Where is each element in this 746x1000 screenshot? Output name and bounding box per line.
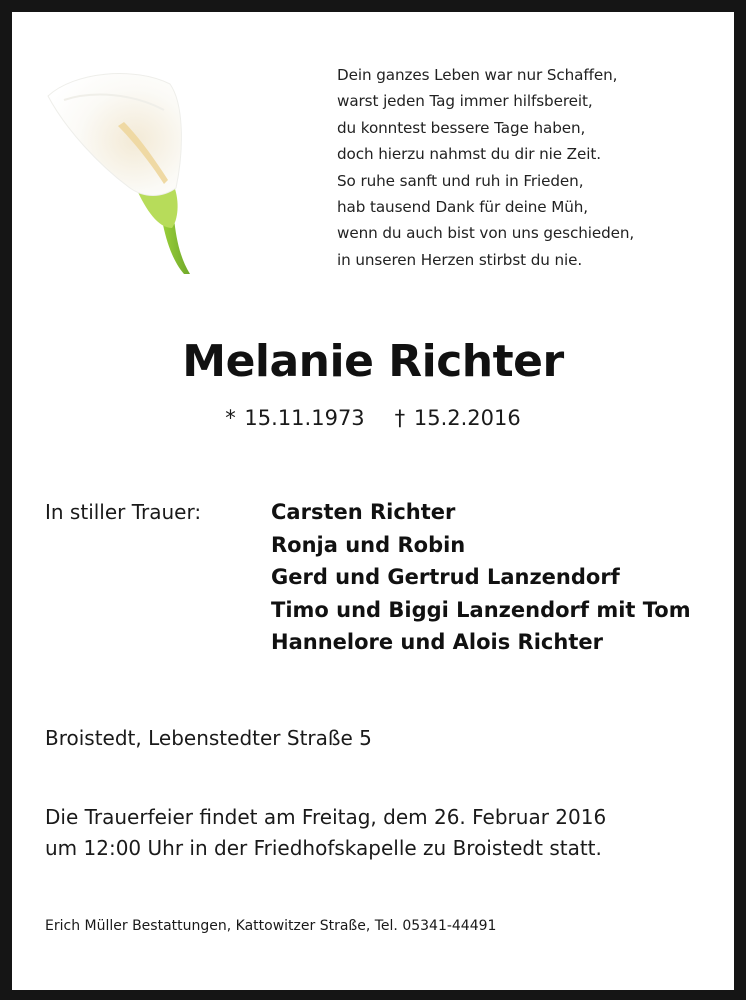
birth-date: * 15.11.1973 [225,406,365,430]
mourner-name: Gerd und Gertrud Lanzendorf [271,565,620,590]
death-date: † 15.2.2016 [394,406,521,430]
family-address: Broistedt, Lebenstedter Straße 5 [45,726,372,750]
poem-line: doch hierzu nahmst du dir nie Zeit. [337,145,601,164]
poem-line: du konntest bessere Tage haben, [337,118,586,137]
poem-line: wenn du auch bist von uns geschieden, [337,224,635,243]
poem-line: hab tausend Dank für deine Müh, [337,198,589,217]
poem [337,62,667,273]
calla-lily-icon [44,70,194,276]
poem-line: Dein ganzes Leben war nur Schaffen, [337,66,618,84]
mourner-name: Carsten Richter [271,500,456,524]
ceremony-line: Die Trauerfeier findet am Freitag, dem 26. Februar 2016 [45,805,607,829]
mourning-label: In stiller Trauer: [45,500,202,524]
mourner-name: Ronja und Robin [271,532,466,557]
poem-line: warst jeden Tag immer hilfsbereit, [337,92,593,111]
poem-line: So ruhe sanft und ruh in Frieden, [337,171,584,190]
mourner-name: Hannelore und Alois Richter [271,630,603,655]
ceremony-line: um 12:00 Uhr in der Friedhofskapelle zu Broistedt statt. [45,836,602,860]
deceased-name: Melanie Richter [182,336,564,387]
mourner-list [271,496,691,659]
mourner-name: Timo und Biggi Lanzendorf mit Tom [271,597,691,622]
ceremony-info [45,802,606,864]
life-dates [0,406,746,430]
funeral-home-info: Erich Müller Bestattungen, Kattowitzer Straße, Tel. 05341-44491 [45,918,497,934]
poem-line: in unseren Herzen stirbst du nie. [337,250,583,269]
